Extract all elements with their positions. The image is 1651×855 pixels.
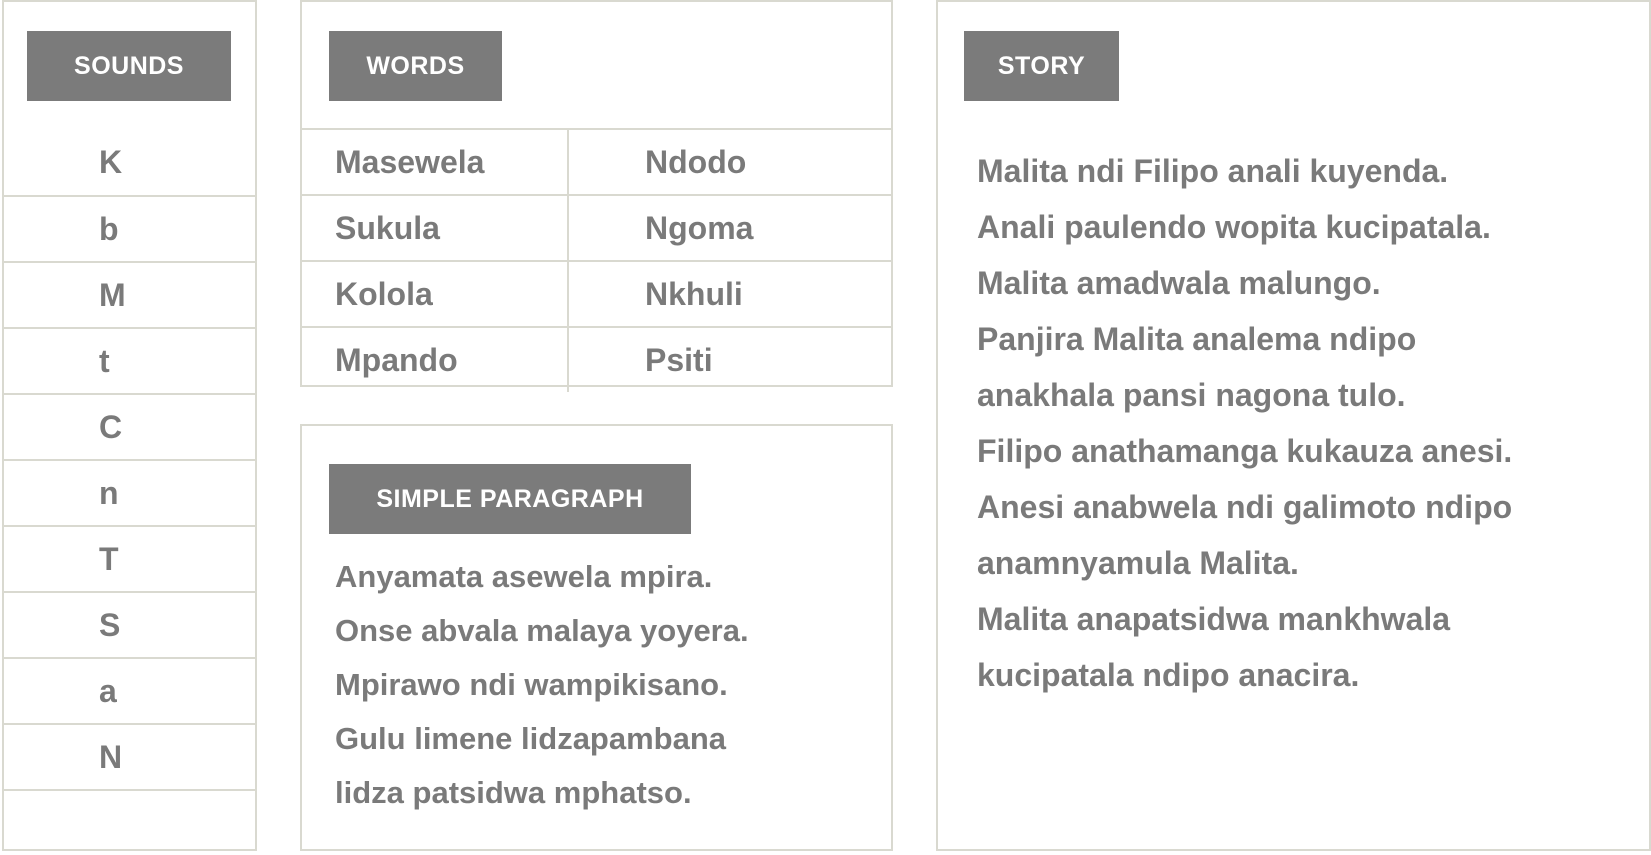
word-cell: Sukula bbox=[302, 194, 569, 260]
simple-paragraph-header: SIMPLE PARAGRAPH bbox=[329, 464, 691, 534]
paragraph-line: lidza patsidwa mphatso. bbox=[335, 775, 692, 810]
word-cell: Psiti bbox=[569, 326, 891, 392]
story-panel bbox=[936, 0, 1651, 851]
story-text bbox=[977, 153, 1512, 713]
word-cell: Ngoma bbox=[569, 194, 891, 260]
story-line: Anali paulendo wopita kucipatala. bbox=[977, 209, 1491, 245]
story-line: kucipatala ndipo anacira. bbox=[977, 657, 1360, 693]
word-cell: Kolola bbox=[302, 260, 569, 326]
sound-item: S bbox=[4, 591, 255, 657]
sound-item: N bbox=[4, 723, 255, 789]
simple-paragraph-text bbox=[335, 559, 749, 829]
sounds-panel bbox=[2, 0, 257, 851]
sounds-list bbox=[4, 129, 255, 855]
sound-item: t bbox=[4, 327, 255, 393]
sound-item: K bbox=[99, 143, 123, 180]
sound-item: C bbox=[4, 393, 255, 459]
word-cell: Mpando bbox=[302, 326, 569, 392]
word-cell: Masewela bbox=[302, 128, 569, 194]
simple-paragraph-panel bbox=[300, 424, 893, 851]
word-cell: Ndodo bbox=[569, 128, 891, 194]
sound-item: M bbox=[4, 261, 255, 327]
paragraph-line: Mpirawo ndi wampikisano. bbox=[335, 667, 728, 702]
story-line: Anesi anabwela ndi galimoto ndipo bbox=[977, 489, 1513, 525]
sound-item-empty bbox=[4, 789, 255, 855]
words-table bbox=[302, 128, 891, 392]
story-line: Malita anapatsidwa mankhwala bbox=[977, 601, 1451, 637]
sound-item: a bbox=[4, 657, 255, 723]
story-line: Panjira Malita analema ndipo bbox=[977, 321, 1417, 357]
words-panel bbox=[300, 0, 893, 387]
paragraph-line: Gulu limene lidzapambana bbox=[335, 721, 727, 756]
story-line: anakhala pansi nagona tulo. bbox=[977, 377, 1406, 413]
sound-item: T bbox=[4, 525, 255, 591]
story-line: Filipo anathamanga kukauza anesi. bbox=[977, 433, 1513, 469]
words-header: WORDS bbox=[329, 31, 502, 101]
sound-item: b bbox=[4, 195, 255, 261]
paragraph-line: Onse abvala malaya yoyera. bbox=[335, 613, 749, 648]
story-line: anamnyamula Malita. bbox=[977, 545, 1299, 581]
sounds-header: SOUNDS bbox=[27, 31, 231, 101]
paragraph-line: Anyamata asewela mpira. bbox=[335, 559, 713, 594]
story-line: Malita amadwala malungo. bbox=[977, 265, 1381, 301]
word-cell: Nkhuli bbox=[569, 260, 891, 326]
story-header: STORY bbox=[964, 31, 1119, 101]
sound-item: n bbox=[4, 459, 255, 525]
story-line: Malita ndi Filipo anali kuyenda. bbox=[977, 153, 1449, 189]
